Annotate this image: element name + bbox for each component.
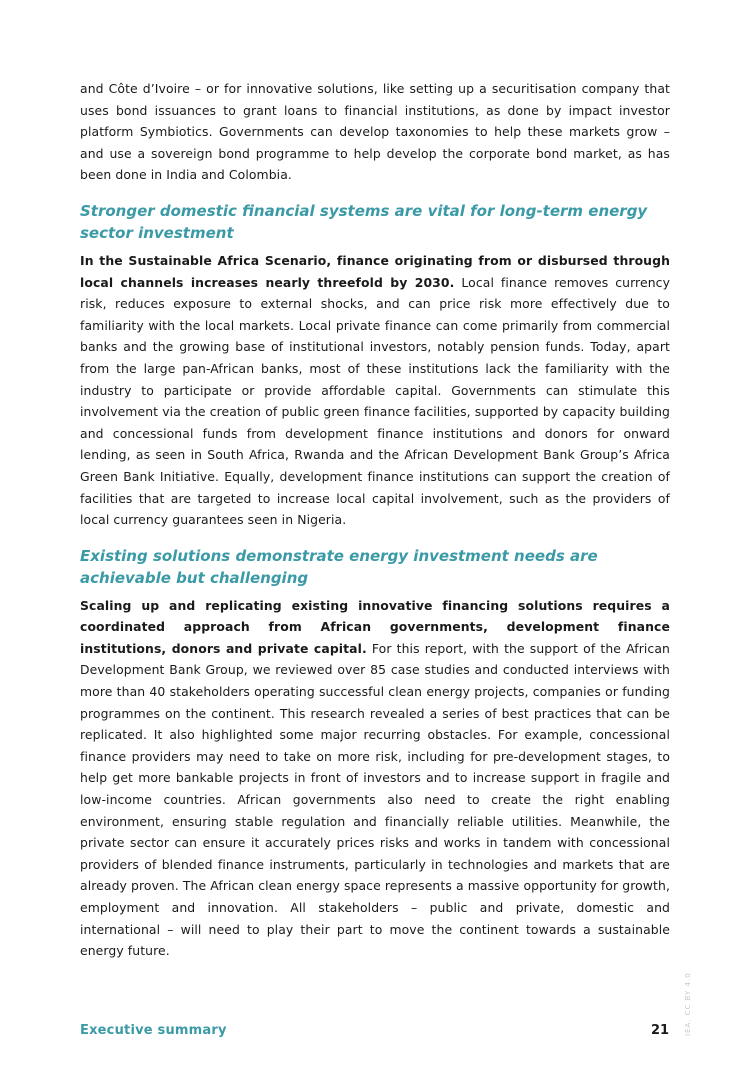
existing-solutions-lead: Scaling up and replicating existing innovative financing solutions requires a coordinated approach from African governments, development finance institutions, donors and private capital. (80, 597, 670, 656)
heading-existing-solutions: Existing solutions demonstrate energy investment needs are achievable but challenging (80, 546, 598, 587)
page-body (80, 78, 670, 962)
existing-solutions-body: For this report, with the support of the African Development Bank Group, we reviewed over 85 case studies and conducted interviews with more than 40 stakeholders operating successful clean energy projects, companies or funding programmes on the continent. This research revealed a series of best practices that can be replicated. It also highlighted some major recurring obstacles. For example, concessional finance providers may need to take on more risk, including for pre-development stages, to help get more bankable projects in front of investors and to increase support in fragile and low-income countries. African governments also need to create the right enabling environment, ensuring stable regulation and financially reliable utilities. Meanwhile, the private sector can ensure it accurately prices risks and works in tandem with concessional providers of blended finance instruments, particularly in technologies and markets that are already proven. The African clean energy space represents a massive opportunity for growth, employment and innovation. All stakeholders – public and private, domestic and international – will need to play their part to move the continent towards a sustainable energy future. (80, 640, 670, 959)
heading-domestic-finance: Stronger domestic financial systems are vital for long-term energy sector investment (80, 201, 648, 242)
intro-paragraph: and Côte d’Ivoire – or for innovative solutions, like setting up a securitisation company that uses bond issuances to grant loans to financial institutions, as done by impact investor platform Symbiotics. Governments can develop taxonomies to help these markets grow – and use a sovereign bond programme to help develop the corporate bond market, as has been done in India and Colombia. (80, 81, 670, 183)
footer-section-title: Executive summary (80, 1023, 227, 1038)
existing-solutions-paragraph (80, 595, 670, 962)
domestic-finance-lead: In the Sustainable Africa Scenario, finance originating from or disbursed through local channels increases nearly threefold by 2030. (80, 252, 670, 290)
domestic-finance-paragraph (80, 250, 670, 531)
domestic-finance-body: Local finance removes currency risk, reduces exposure to external shocks, and can price risk more effectively due to familiarity with the local markets. Local private finance can come primarily from commercial banks and the growing base of institutional investors, notably pension funds. Today, apart from the large pan-African banks, most of these institutions lack the familiarity with the industry to participate or provide affordable capital. Governments can stimulate this involvement via the creation of public green finance facilities, supported by capacity building and concessional funds from development finance institutions and donors for onward lending, as seen in South Africa, Rwanda and the African Development Bank Group’s Africa Green Bank Initiative. Equally, development finance institutions can support the creation of facilities that are targeted to increase local capital involvement, such as the providers of local currency guarantees seen in Nigeria. (80, 274, 671, 528)
license-watermark: IEA. CC BY 4.0 (684, 972, 692, 1036)
page-number: 21 (651, 1023, 670, 1038)
